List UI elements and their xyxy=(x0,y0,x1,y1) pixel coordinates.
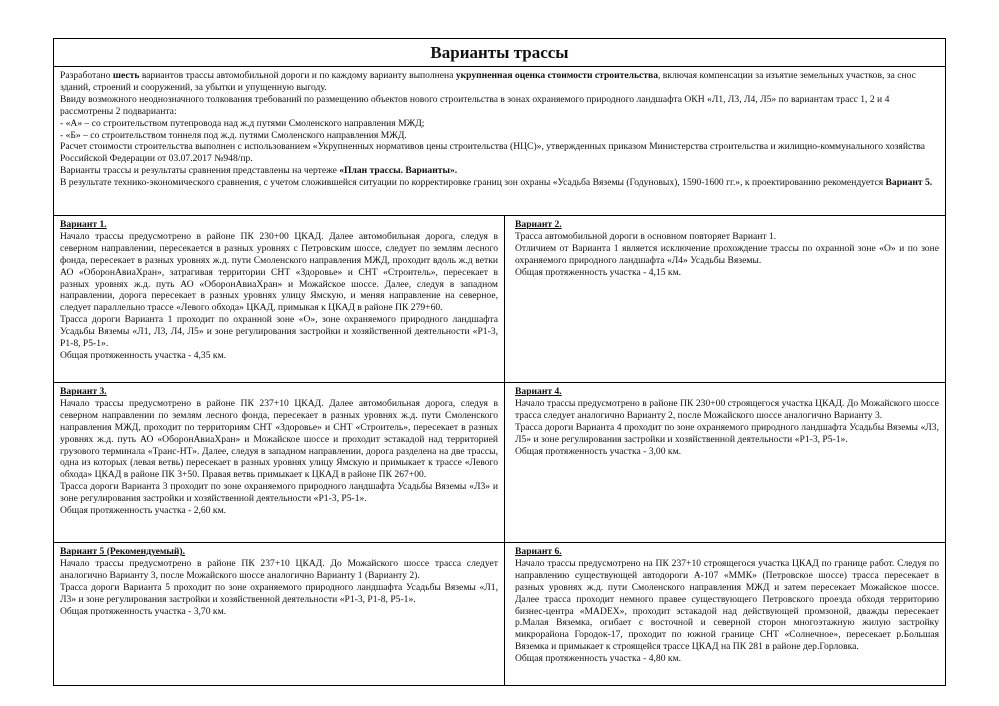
variant-1-cell xyxy=(54,216,505,383)
variant-2-length: Общая протяженность участка - 4,15 км. xyxy=(515,266,682,278)
variant-5-cell xyxy=(54,543,505,686)
variant-1-text: Начало трассы предусмотрено в районе ПК 230+00 ЦКАД. Далее автомобильная дорога, следуя в северном направлении, пересекается в разных уровнях с Петровским шоссе, следует по землям лесного фонда, пересекает в разных уровнях ж.д. пути Смоленского направления МЖД, проходит вдоль ж.д ветки АО «ОборонАвиаХран», затрагивая территории СНТ «Здоровье» и СНТ «Строитель», пересекает в разных уровнях ж.д. путь АО «ОборонАвиаХран» и Можайское шоссе. Далее, следуя в западном направлении, дорога пересекает в разных уровнях улицу Ямскую, и меняя направление на северное, следует параллельно трассе «Левого обхода» ЦКАД, примыкая к ЦКАД в районе ПК 279+60. xyxy=(60,230,498,314)
intro-subvariant-b: - «Б» – со строительством тоннеля под ж.д. путями Смоленского направления МЖД. xyxy=(60,129,407,141)
intro-paragraph-5: Расчет стоимости строительства выполнен с использованием «Укрупненных нормативов цены строительства (НЦС)», утвержденных приказом Министерства строительства и жилищно-коммунального хозяйства Российской Федерации от 03.07.2017 №948/пр. xyxy=(60,141,926,165)
intro-paragraph-1: Разработано шесть вариантов трассы автомобильной дороги и по каждому варианту выполнена укрупненная оценка стоимости строительства, включая компенсации за изъятие земельных участков, за снос зданий, строений и сооружений, за убытки и упущенную выгоду. xyxy=(60,70,916,93)
variant-2-heading: Вариант 2. xyxy=(515,219,562,230)
variant-5-length: Общая протяженность участка - 3,70 км. xyxy=(60,605,227,617)
variant-1-heading: Вариант 1. xyxy=(60,219,107,230)
variant-2-text: Трасса автомобильной дороги в основном повторяет Вариант 1. xyxy=(515,230,777,242)
variant-4-text: Начало трассы предусмотрено в районе ПК 230+00 строящегося участка ЦКАД. До Можайского шоссе трасса следует аналогично Варианту 2, после Можайского шоссе аналогично Варианту 3. xyxy=(515,397,939,421)
variant-3-zone: Трасса дороги Варианта 3 проходит по зоне охраняемого природного ландшафта Усадьбы Вяземы «Л3» и зоне регулирования застройки и хозяйственной деятельности «Р1-3, Р5-1». xyxy=(60,481,498,505)
variant-1-length: Общая протяженность участка - 4,35 км. xyxy=(60,349,227,361)
intro-paragraph-6: Варианты трассы и результаты сравнения представлены на чертеже «План трассы. Варианты». xyxy=(60,165,458,177)
page-title: Варианты трассы xyxy=(54,39,945,67)
variant-5-text: Начало трассы предусмотрено в районе ПК 237+10 ЦКАД. До Можайского шоссе трасса следует аналогично Варианту 3, после Можайского шоссе аналогично Варианту 1 (Варианту 2). xyxy=(60,557,498,581)
variant-1-zone: Трасса дороги Варианта 1 проходит по охранной зоне «О», зоне охраняемого природного ландшафта Усадьбы Вяземы «Л1, Л3, Л4, Л5» и зоне регулирования застройки и хозяйственной деятельности «Р1-3, Р1-8, Р5-1». xyxy=(60,314,498,350)
variant-4-length: Общая протяженность участка - 3,00 км. xyxy=(515,445,682,457)
variant-6-length: Общая протяженность участка - 4,80 км. xyxy=(515,653,682,665)
variant-4-zone: Трасса дороги Варианта 4 проходит по зоне охраняемого природного ландшафта Усадьбы Вяземы «Л3, Л5» и зоне регулирования застройки и хозяйственной деятельности «Р1-3, Р5-1». xyxy=(515,421,939,445)
variant-6-heading: Вариант 6. xyxy=(515,546,562,557)
variant-3-length: Общая протяженность участка - 2,60 км. xyxy=(60,505,227,517)
variant-5-heading: Вариант 5 (Рекомендуемый). xyxy=(60,546,185,557)
intro-conclusion: В результате технико-экономического сравнения, с учетом сложившейся ситуации по корректировке границ зон охраны «Усадьба Вяземы (Годуновых), 1590-1600 гг.», к проектированию рекомендуется Вариант 5. xyxy=(60,177,933,189)
variant-5-zone: Трасса дороги Варианта 5 проходит по зоне охраняемого природного ландшафта Усадьбы Вяземы «Л1, Л3» и зоне регулирования застройки и хозяйственной деятельности «Р1-3, Р1-8, Р5-1». xyxy=(60,581,498,605)
intro-section xyxy=(54,67,945,216)
variant-6-text: Начало трассы предусмотрено на ПК 237+10 строящегося участка ЦКАД по границе работ. Следуя по направлению существующей автодороги А-107 «ММК» (Петровское шоссе) трасса пересекает в разных уровнях ж.д. пути Смоленского направления МЖД и затем пересекает Можайское шоссе. Далее трасса проходит немного правее существующего Петровского проезда обходя территорию бизнес-центра «MADEX», проходит эстакадой над действующей промзоной, дважды пересекает р.Малая Вяземка, огибает с восточной и северной сторон многоэтажную жилую застройку микрорайона Городок-17, проходит по южной границе СНТ «Солнечное», пересекает р.Большая Вяземка и примыкает к строящейся трассе ЦКАД на ПК 281 в районе дер.Горловка. xyxy=(515,557,939,653)
variant-3-heading: Вариант 3. xyxy=(60,386,107,397)
variant-2-zone: Отличием от Варианта 1 является исключение прохождение трассы по охранной зоне «О» и по зоне охраняемого природного ландшафта «Л4» Усадьбы Вяземы. xyxy=(515,242,939,266)
intro-subvariant-a: - «А» – со строительством путепровода над ж.д путями Смоленского направления МЖД; xyxy=(60,117,425,129)
variant-3-text: Начало трассы предусмотрено в районе ПК 237+10 ЦКАД. Далее автомобильная дорога, следуя в северном направлении по землям лесного фонда, пересекает в разных уровнях ж.д. пути Смоленского направления МЖД, проходит по территориям СНТ «Здоровье» и СНТ «Строитель», пересекает в разных уровнях ж.д. путь АО «ОборонАвиаХран» и Можайское шоссе и проходит эстакадой над территорией грузового терминала «Транс-НТ». Далее, следуя в западном направлении, дорога разделена на две трассы, одна из которых (левая ветвь) пересекает в разных уровнях улицу Ямскую и примыкает к трассе «Левого обхода» ЦКАД в районе ПК 3+50. Правая ветвь примыкает к ЦКАД в районе ПК 267+00. xyxy=(60,397,498,481)
variants-table xyxy=(54,216,945,686)
variant-4-heading: Вариант 4. xyxy=(515,386,562,397)
document-sheet xyxy=(53,38,946,686)
variant-4-cell xyxy=(505,383,945,543)
intro-paragraph-2: Ввиду возможного неоднозначного толкования требований по размещению объектов нового строительства в зонах охраняемого природного ландшафта ОКН «Л1, Л3, Л4, Л5» по вариантам трасс 1, 2 и 4 рассмотрены 2 подварианта: xyxy=(60,93,890,117)
variant-3-cell xyxy=(54,383,505,543)
variant-2-cell xyxy=(505,216,945,383)
variant-6-cell xyxy=(505,543,945,686)
